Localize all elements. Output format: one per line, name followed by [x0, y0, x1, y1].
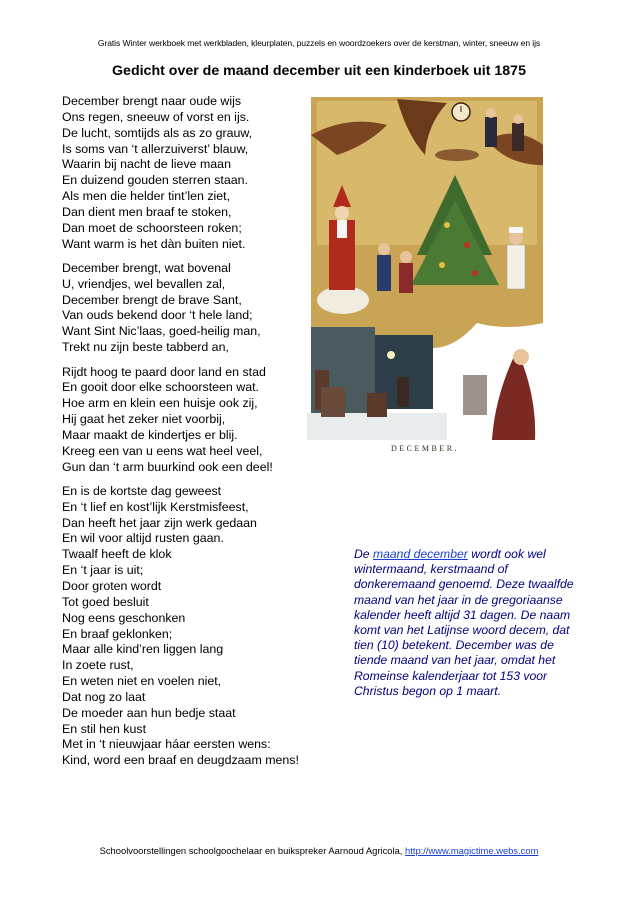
poem-line: En wil voor altijd rusten gaan.: [62, 531, 224, 546]
poem-line: U, vriendjes, wel bevallen zal,: [62, 276, 226, 291]
poem-line: En gooit door elke schoorsteen wat.: [62, 380, 259, 395]
poem-line: Maar alle kind’ren liggen lang: [62, 642, 224, 657]
poem-line: Hij gaat het zeker niet voorbij,: [62, 412, 226, 427]
poem-line: December brengt naar oude wijs: [62, 94, 242, 108]
poem-line: Dat nog zo laat: [62, 689, 146, 704]
poem-line: Kind, word een braaf en deugdzaam mens!: [62, 753, 299, 768]
poem-line: Waarin bij nacht de lieve maan: [62, 157, 231, 172]
poem-line: Hoe arm en klein een huisje ook zij,: [62, 396, 258, 411]
poem-line: December brengt de brave Sant,: [62, 292, 242, 307]
poem-line: Nog eens geschonken: [62, 610, 186, 625]
poem-line: Met in ‘t nieuwjaar háar eersten wens:: [62, 737, 271, 752]
poem-line: In zoete rust,: [62, 658, 134, 673]
december-note: [354, 547, 574, 699]
poem-line: December brengt, wat bovenal: [62, 260, 231, 275]
poem-line: En ‘t lief en kost’lijk Kerstmisfeest,: [62, 499, 249, 514]
poem-line: De lucht, somtijds als as zo grauw,: [62, 125, 253, 140]
footer-link[interactable]: http://www.magictime.webs.com: [405, 845, 539, 856]
poem-line: Van ouds bekend door ‘t hele land;: [62, 308, 253, 323]
poem-line: Twaalf heeft de klok: [62, 547, 172, 562]
poem-line: Rijdt hoog te paard door land en stad: [62, 364, 266, 379]
poem-line: Als men die helder tint’len ziet,: [62, 189, 231, 204]
poem-line: Gun dan ‘t arm buurkind ook een deel!: [62, 459, 273, 474]
poem-line: Dan moet de schoorsteen roken;: [62, 220, 242, 235]
poem-line: Dan dient men braaf te stoken,: [62, 204, 232, 219]
poem-line: En weten niet en voelen niet,: [62, 674, 222, 689]
note-body: wordt ook wel wintermaand, kerstmaand of donkeremaand genoemd. Deze twaalfde maand van het jaar in de gregoriaanse kalender heeft altijd 31 dagen. De naam komt van het Latijnse woord decem, dat tien (10) betekent. December was de tiende maand van het jaar, omdat het Romeinse kalenderjaar tot 153 voor Christus begon op 1 maart.: [354, 547, 574, 698]
page-footer: [0, 845, 638, 856]
poem-line: Kreeg een van u eens wat heel veel,: [62, 443, 263, 458]
poem-line: Trekt nu zijn beste tabberd an,: [62, 340, 229, 355]
page-title: Gedicht over de maand december uit een kinderboek uit 1875: [112, 63, 526, 79]
poem-line: En braaf geklonken;: [62, 626, 173, 641]
poem-line: Door groten wordt: [62, 578, 162, 593]
poem-line: En duizend gouden sterren staan.: [62, 173, 248, 188]
note-prefix: De: [354, 547, 373, 561]
maand-december-link[interactable]: maand december: [372, 547, 468, 561]
poem-line: Maar maakt de kindertjes er blij.: [62, 427, 238, 442]
december-illustration: [307, 95, 547, 460]
poem-line: En ‘t jaar is uit;: [62, 563, 144, 578]
poem-line: Dan heeft het jaar zijn werk gedaan: [62, 515, 257, 530]
footer-text: Schoolvoorstellingen schoolgoochelaar en buikspreker Aarnoud Agricola,: [99, 845, 406, 856]
poem-line: En is de kortste dag geweest: [62, 483, 222, 498]
poem-stanza: [62, 484, 362, 769]
poem-line: Ons regen, sneeuw of vorst en ijs.: [62, 109, 250, 124]
poem-line: Tot goed besluit: [62, 594, 149, 609]
poem-line: Want warm is het dàn buiten niet.: [62, 236, 246, 251]
poem-line: Is soms van ‘t allerzuiverst’ blauw,: [62, 141, 249, 156]
page-header: Gratis Winter werkboek met werkbladen, kleurplaten, puzzels en woordzoekers over de kerstman, winter, sneeuw en ijs: [97, 38, 541, 48]
illustration-caption: DECEMBER.: [390, 444, 460, 453]
poem-line: Want Sint Nic’laas, goed-heilig man,: [62, 324, 261, 339]
poem-line: En stil hen kust: [62, 721, 147, 736]
poem-line: De moeder aan hun bedje staat: [62, 705, 236, 720]
